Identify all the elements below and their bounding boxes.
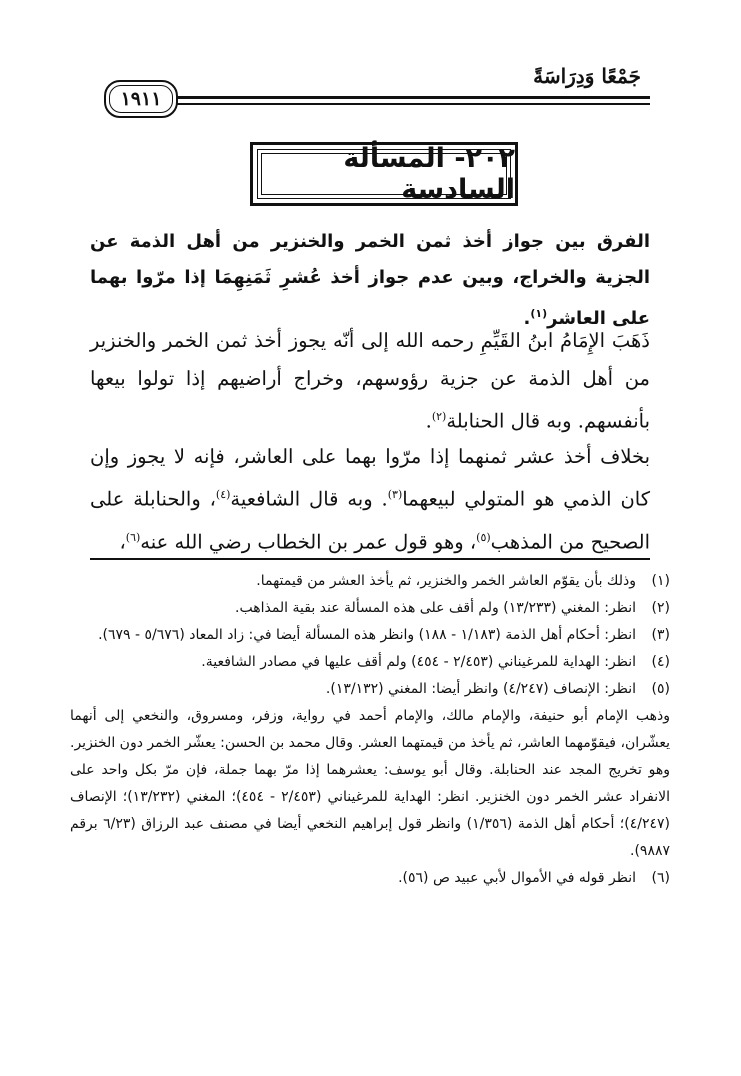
footnote-text: انظر: المغني (١٣/٢٣٣) ولم أقف على هذه المسألة عند بقية المذاهب.: [235, 600, 636, 616]
footnote-ref-2[interactable]: (٢): [431, 410, 447, 423]
footnote-ref-1[interactable]: (١): [530, 307, 548, 320]
footnote-4: [70, 649, 670, 676]
footnote-separator: [90, 558, 650, 560]
body-paragraph-2-text-b: . وبه قال الشافعية: [230, 487, 388, 511]
running-head-title: جَمْعًا وَدِرَاسَةً: [533, 64, 641, 88]
body-paragraph-2-text-a: بخلاف أخذ عشر ثمنهما إذا مرّوا بهما على العاشر، فإنه لا يجوز وإن كان الذمي هو المتولي لبيعهما: [90, 445, 650, 511]
footnote-ref-4[interactable]: (٤): [215, 488, 231, 501]
body-paragraph-2-end: ،: [119, 530, 126, 553]
footnotes: [70, 568, 670, 892]
footnote-5-continuation: وذهب الإمام أبو حنيفة، والإمام مالك، والإمام أحمد في رواية، وزفر، ومسروق، والنخعي إلى أنهما يعشّران، فيقوّمهما العاشر، ثم يأخذ من قيمتهما العشر. وقال محمد بن الحسن: يعشّر الخمر دون الخنزير. وهو تخريج المجد عند الحنابلة. وقال أبو يوسف: يعشرهما إذا مرّ بهما جملة، فإن مرّ بكل واحد على الانفراد عشر الخمر دون الخنزير. انظر: الهداية للمرغيناني (٢/٤٥٣ - ٤٥٤)؛ المغني (١٣/٢٣٢)؛ الإنصاف (٤/٢٤٧)؛ أحكام أهل الذمة (١/٣٥٦) وانظر قول إبراهيم النخعي أيضا في مصنف عبد الرزاق (٦/٢٣ برقم ٩٨٨٧).: [70, 708, 670, 859]
footnote-text: وذلك بأن يقوّم العاشر الخمر والخنزير، ثم يأخذ العشر من قيمتهما.: [256, 573, 636, 589]
body-paragraph-2: [90, 438, 650, 561]
footnote-number: (٢): [651, 600, 670, 616]
footnote-5: [70, 676, 670, 703]
page-number: ١٩١١: [120, 88, 162, 110]
section-title-frame: [250, 142, 518, 206]
footnote-number: (٣): [651, 627, 670, 643]
issue-heading: الفرق بين جواز أخذ ثمن الخمر والخنزير من أهل الذمة عن الجزية والخراج، وبين عدم جواز أخذ عُشرِ ثَمَنِهِمَا إذا مرّوا بهما على العاشر$^{(١)}$.: [90, 231, 650, 329]
footnote-ref-6[interactable]: (٦): [125, 530, 141, 544]
footnote-text: انظر: الهداية للمرغيناني (٢/٤٥٣ - ٤٥٤) ولم أقف عليها في مصادر الشافعية.: [201, 654, 636, 670]
footnote-2: [70, 595, 670, 622]
footnote-ref-3[interactable]: (٣): [387, 488, 403, 501]
footnote-number: (١): [651, 573, 670, 589]
footnote-3: [70, 622, 670, 649]
footnote-ref-5[interactable]: (٥): [476, 530, 491, 544]
header-rule-thin: [170, 103, 650, 105]
issue-heading-text: الفرق بين جواز أخذ ثمن الخمر والخنزير من أهل الذمة عن الجزية والخراج، وبين عدم جواز أخذ عُشرِ ثَمَنِهِمَا إذا مرّوا بهما على العاشر: [90, 231, 650, 329]
header-rule-thick: [170, 96, 650, 99]
body-paragraph-2-text-d: ، وهو قول عمر بن الخطاب رضي الله عنه: [140, 530, 477, 553]
section-title: ٢٠٢- المسألة السادسة: [343, 143, 515, 205]
footnote-number: (٥): [651, 681, 670, 697]
footnote-6: [70, 865, 670, 892]
footnote-text: انظر: الإنصاف (٤/٢٤٧) وانظر أيضا: المغني (١٣/١٣٢).: [325, 681, 636, 697]
body-paragraph-1-text: ذَهَبَ الإِمَامُ ابنُ القَيِّمِ رحمه الله إلى أنّه يجوز أخذ ثمن الخمر والخنزير من أهل الذمة عن جزية رؤوسهم، وخراج أراضيهم إذا تولوا بيعها بأنفسهم. وبه قال الحنابلة: [90, 329, 650, 433]
footnote-number: (٤): [651, 654, 670, 670]
page-number-badge: [104, 80, 178, 118]
footnote-number: (٦): [651, 870, 670, 886]
body-paragraph-1: [90, 322, 650, 441]
footnote-1: [70, 568, 670, 595]
footnote-text: انظر قوله في الأموال لأبي عبيد ص (٥٦).: [398, 870, 636, 886]
body-paragraph-1-end: .: [425, 409, 432, 433]
footnote-text: انظر: أحكام أهل الذمة (١/١٨٣ - ١٨٨) وانظر هذه المسألة أيضا في: زاد المعاد (٥/٦٧٦ - ٦٧٩).: [98, 627, 636, 643]
body-paragraph-2-text-c: ، والحنابلة على الصحيح من المذهب: [90, 487, 650, 553]
